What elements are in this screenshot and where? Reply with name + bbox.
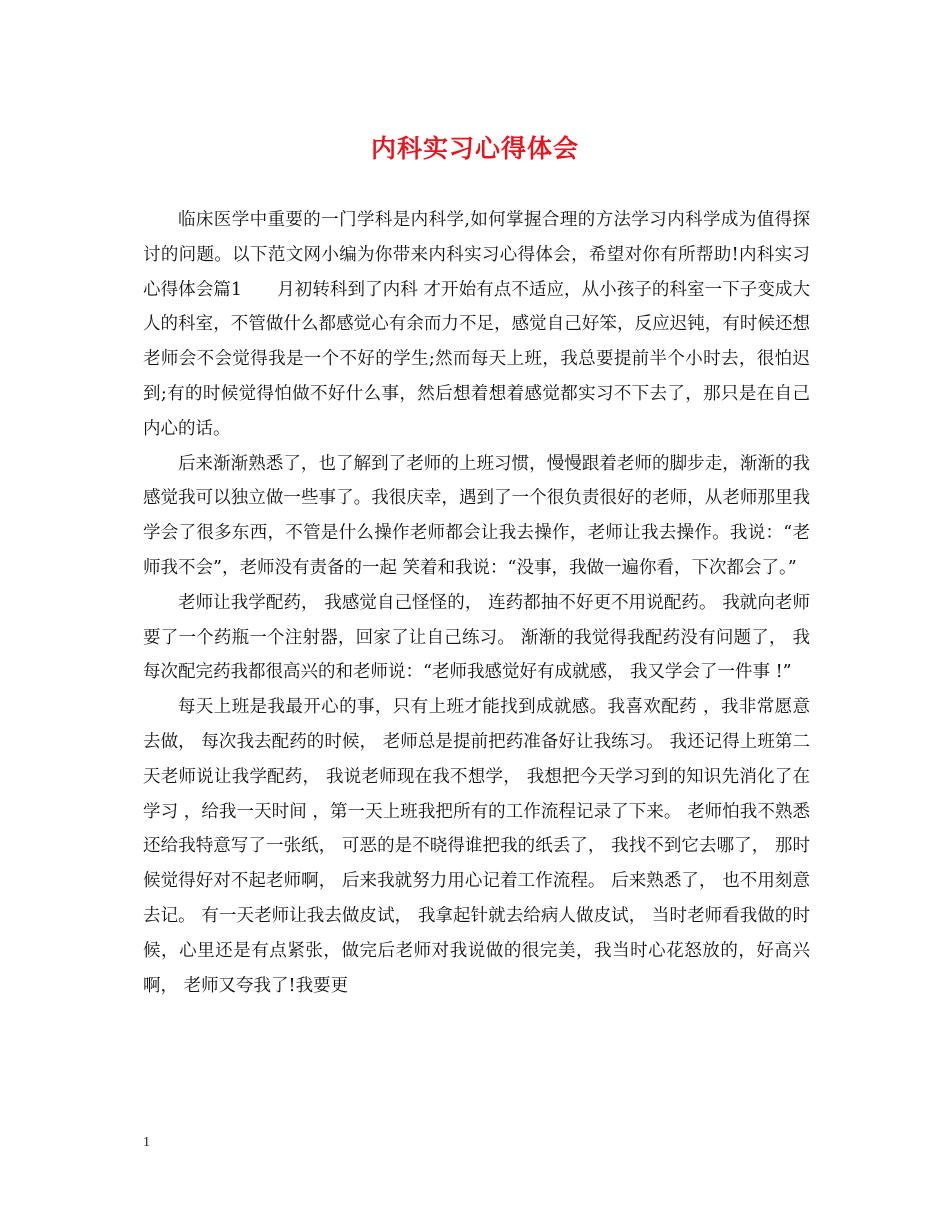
- paragraph-3: 老师让我学配药， 我感觉自己怪怪的， 连药都抽不好更不用说配药。 我就向老师要了一个药瓶一个注射器，回家了让自己练习。 渐渐的我觉得我配药没有问题了， 我每次配完药我都很高兴的和老师说：“老师我感觉好有成就感， 我又学会了一件事 !”: [143, 592, 810, 683]
- paragraph-1: 临床医学中重要的一门学科是内科学,如何掌握合理的方法学习内科学成为值得探讨的问题。以下范文网小编为你带来内科实习心得体会，希望对你有所帮助!内科实习心得体会篇1 月初转科到了内科 才开始有点不适应，从小孩子的科室一下子变成大人的科室，不管做什么都感觉心有余而力不足，感觉自己好笨，反应迟钝，有时候还想老师会不会觉得我是一个不好的学生;然而每天上班，我总要提前半个小时去，很怕迟到;有的时候觉得怕做不好什么事，然后想着想着感觉都实习不下去了，那只是在自己内心的话。: [143, 210, 810, 439]
- document-body: [143, 203, 810, 1003]
- document-title: 内科实习心得体会: [370, 134, 579, 163]
- page-number: 1: [143, 1135, 150, 1150]
- paragraph-4: 每天上班是我最开心的事，只有上班才能找到成就感。我喜欢配药 ，我非常愿意去做， 每次我去配药的时候， 老师总是提前把药准备好让我练习。 我还记得上班第二天老师说让我学配药， 我说老师现在我不想学， 我想把今天学习到的知识先消化了在学习 ，给我一天时间 ，第一天上班我把所有的工作流程记录了下来。 老师怕我不熟悉还给我特意写了一张纸， 可恶的是不晓得谁把我的纸丢了， 我找不到它去哪了， 那时候觉得好对不起老师啊， 后来我就努力用心记着工作流程。 后来熟悉了， 也不用刻意去记。 有一天老师让我去做皮试， 我拿起针就去给病人做皮试， 当时老师看我做的时候，心里还是有点紧张，做完后老师对我说做的很完美，我当时心花怒放的，好高兴啊， 老师又夸我了!我要更: [143, 697, 810, 996]
- paragraph-2: 后来渐渐熟悉了，也了解到了老师的上班习惯，慢慢跟着老师的脚步走，渐渐的我感觉我可以独立做一些事了。我很庆幸，遇到了一个很负责很好的老师，从老师那里我学会了很多东西，不管是什么操作老师都会让我去操作，老师让我去操作。我说：“老师我不会”，老师没有责备的一起 笑着和我说：“没事，我做一遍你看，下次都会了。”: [143, 453, 810, 578]
